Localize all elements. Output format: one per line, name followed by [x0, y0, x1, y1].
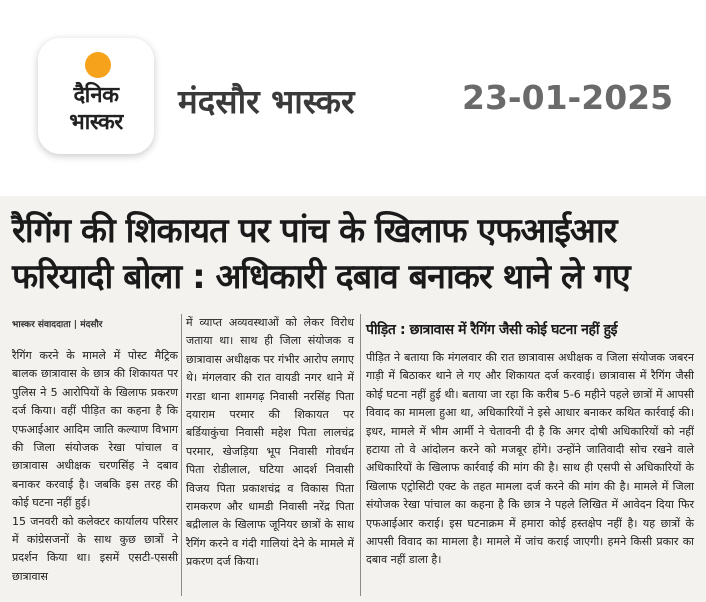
byline: भास्कर संवाददाता | मंदसौर — [12, 320, 103, 330]
article-column-3 — [366, 349, 694, 570]
dainik-bhaskar-logo — [38, 38, 154, 154]
article-column-1 — [12, 347, 178, 586]
newspaper-clipping — [0, 196, 706, 602]
headline-line-2: फरियादी बोला : अधिकारी दबाव बनाकर थाने ले गए — [12, 257, 630, 297]
logo-text-line2: भास्कर — [69, 110, 123, 135]
column-1-paragraph-2: 15 जनवरी को कलेक्टर कार्यालय परिसर में कांग्रेसजनों के साथ कुछ छात्रों ने प्रदर्शन किया था। इसमें एसटी-एससी छात्रावास — [12, 514, 178, 583]
headline-line-1: रैगिंग की शिकायत पर पांच के खिलाफ एफआईआर — [12, 211, 617, 251]
article-subheading: पीड़ित : छात्रावास में रैगिंग जैसी कोई घटना नहीं हुई — [366, 322, 618, 338]
column-1-paragraph-1: रैगिंग करने के मामले में पोस्ट मैट्रिक बालक छात्रावास के छात्र की शिकायत पर पुलिस ने 5 आरोपियों के खिलाफ प्रकरण दर्ज किया। वहीं पीड़ित का कहना है कि एफआईआर आदिम जाति कल्याण विभाग की जिला संयोजक रेखा पांचाल व छात्रावास अधीक्षक चरणसिंह ने दबाव बनाकर करवाई है। जबकि इस तरह की कोई घटना नहीं हुई। — [12, 349, 178, 510]
column-3-paragraph-1: पीड़ित ने बताया कि मंगलवार की रात छात्रावास अधीक्षक व जिला संयोजक जबरन गाड़ी में बिठाकर थाने ले गए और शिकायत दर्ज करवाई। छात्रावास में रैगिंग जैसी कोई घटना नहीं हुई थी। बताया जा रहा कि करीब 5-6 महीने पहले छात्रों में आपसी विवाद का मामला हुआ था, अधिकारियों ने इसे आधार बनाकर कथित कार्रवाई की। इधर, मामले में भीम आर्मी ने चेतावनी दी है कि अगर दोषी अधिकारियों को नहीं हटाया तो वे आंदोलन करने को मजबूर होंगे। उन्होंने जातिवादी सोच रखने वाले अधिकारियों के खिलाफ कार्रवाई की मांग की है। साथ ही एसपी से अधिकारियों के खिलाफ एट्रोसिटी एक्ट के तहत मामला दर्ज करने की मांग की है। मामले में जिला संयोजक रेखा पांचाल का कहना है कि छात्र ने पहले लिखित में आवेदन दिया फिर एफआईआर कराई। इस घटनाक्रम में हमारा कोई हस्तक्षेप नहीं है। यह छात्रों के आपसी विवाद का मामला है। मामले में जांच कराई जाएगी। हमने किसी प्रकार का दबाव नहीं डाला है। — [366, 351, 694, 567]
article-column-2 — [186, 314, 354, 572]
column-divider — [181, 314, 182, 596]
column-divider — [360, 314, 361, 596]
logo-text-line1: दैनिक — [73, 83, 119, 108]
masthead — [0, 0, 706, 170]
sun-logo-icon — [85, 52, 111, 78]
edition-date: 23-01-2025 — [462, 78, 674, 117]
column-2-paragraph-1: में व्याप्त अव्यवस्थाओं को लेकर विरोध जताया था। साथ ही जिला संयोजक व छात्रावास अधीक्षक पर गंभीर आरोप लगाए थे। मंगलवार की रात वायडी नगर थाने में गरडा थाना शामगढ़ निवासी नरसिंह पिता दयाराम परमार की शिकायत पर बर्डियाकुंचा निवासी महेश पिता लालचंद्र परमार, खेजड़िया भूप निवासी गोवर्धन पिता रोडीलाल, घटिया आदर्श निवासी विजय पिता प्रकाशचंद्र व विकास पिता रामकरण और धामडी निवासी नरेंद्र पिता बद्रीलाल के खिलाफ जूनियर छात्रों के साथ रैगिंग करने व गंदी गालियां देने के मामले में प्रकरण दर्ज किया। — [186, 316, 354, 569]
edition-title: मंदसौर भास्कर — [178, 82, 355, 121]
